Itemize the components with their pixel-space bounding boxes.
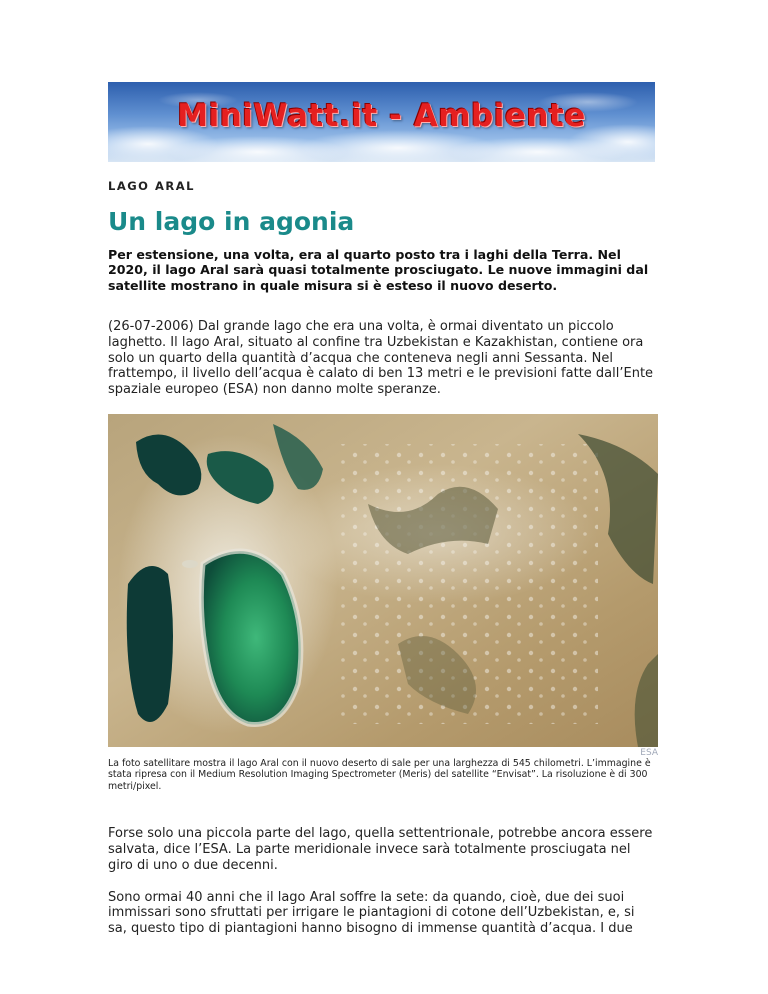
- satellite-photo: [108, 414, 658, 747]
- site-banner[interactable]: [108, 82, 655, 162]
- article-paragraph-2: Forse solo una piccola parte del lago, quella settentrionale, potrebbe ancora essere salvata, dice l’ESA. La parte meridionale invece sarà totalmente prosciugata nel giro di uno o due decenni.: [108, 826, 653, 873]
- section-label: LAGO ARAL: [108, 179, 195, 193]
- article-paragraph-1: (26-07-2006) Dal grande lago che era una volta, è ormai diventato un piccolo laghetto. Il lago Aral, situato al confine tra Uzbekistan e Kazakhistan, contiene ora solo un quarto della quantità d’acqua che conteneva negli anni Sessanta. Nel frattempo, il livello dell’acqua è calato di ben 13 metri e le previsioni fatte dall’Ente spaziale europeo (ESA) non danno molte speranze.: [108, 319, 654, 398]
- article-headline: Un lago in agonia: [108, 207, 355, 236]
- photo-caption: La foto satellitare mostra il lago Aral con il nuovo deserto di sale per una larghezza di 545 chilometri. L’immagine è stata ripresa con il Medium Resolution Imaging Spectrometer (Meris) del satellite “Envisat”. La risoluzione è di 300 metri/pixel.: [108, 757, 651, 792]
- photo-credit: ESA: [640, 747, 658, 758]
- banner-title: MiniWatt.it - Ambiente: [177, 98, 586, 134]
- article-lead: Per estensione, una volta, era al quarto posto tra i laghi della Terra. Nel 2020, il lago Aral sarà quasi totalmente prosciugato. Le nuove immagini dal satellite mostrano in quale misura si è esteso il nuovo deserto.: [108, 246, 649, 293]
- article-paragraph-3: Sono ormai 40 anni che il lago Aral soffre la sete: da quando, cioè, due dei suoi immissari sono sfruttati per irrigare le piantagioni di cotone dell’Uzbekistan, e, si sa, questo tipo di piantagioni hanno bisogno di immense quantità d’acqua. I due: [108, 889, 635, 937]
- article-page: [108, 82, 658, 937]
